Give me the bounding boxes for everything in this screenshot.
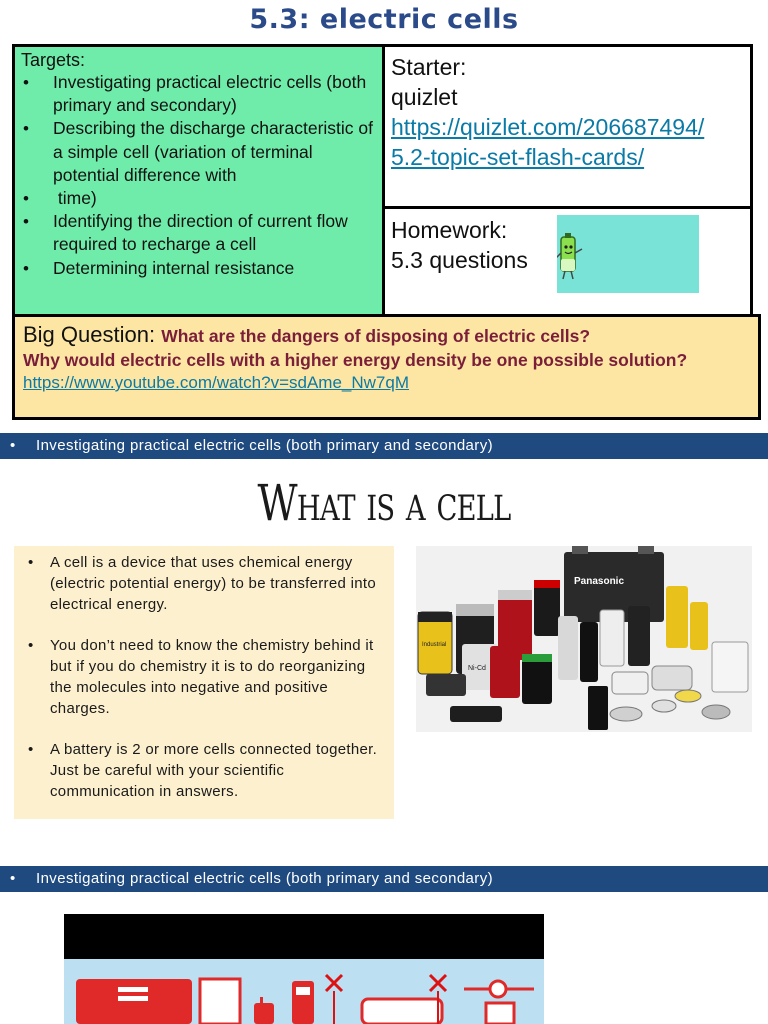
big-question-label: Big Question: bbox=[23, 322, 162, 347]
batteries-illustration bbox=[416, 546, 752, 732]
target-item: • Determining internal resistance bbox=[21, 257, 377, 280]
quizlet-link-line1[interactable]: https://quizlet.com/206687494/ bbox=[391, 114, 705, 140]
devices-illustration bbox=[64, 914, 544, 1024]
target-item: • time) bbox=[21, 187, 377, 210]
target-item: • Describing the discharge characteristic of a simple cell (variation of terminal potential difference with bbox=[21, 117, 377, 187]
cell-bullet: • You don’t need to know the chemistry behind it but if you do chemistry it is to do reorganizing the molecules into negative and positive charges. bbox=[28, 635, 380, 719]
battery-cartoon-image bbox=[557, 215, 699, 293]
starter-heading: Starter: bbox=[391, 54, 467, 80]
youtube-link[interactable]: https://www.youtube.com/watch?v=sdAme_Nw7qM bbox=[23, 373, 409, 392]
battery-character-icon bbox=[557, 215, 699, 293]
batteries-photo bbox=[416, 546, 752, 732]
targets-list bbox=[21, 71, 377, 280]
slide2-title: What is a cell bbox=[257, 474, 511, 532]
target-item: • Investigating practical electric cells (both primary and secondary) bbox=[21, 71, 377, 117]
banner-text: Investigating practical electric cells (both primary and secondary) bbox=[36, 437, 493, 454]
cell-bullet: • A battery is 2 or more cells connected together. Just be careful with your scientific communication in answers. bbox=[28, 739, 380, 802]
cell-definition-list bbox=[28, 552, 380, 802]
quizlet-link-line2[interactable]: 5.2-topic-set-flash-cards/ bbox=[391, 144, 645, 170]
banner-bullet: • bbox=[10, 437, 16, 454]
cell-bullet: • A cell is a device that uses chemical energy (electric potential energy) to be transferred into electrical energy. bbox=[28, 552, 380, 615]
banner-bullet: • bbox=[10, 870, 16, 887]
big-question-box bbox=[12, 314, 761, 420]
objective-banner-2 bbox=[0, 866, 768, 892]
homework-heading: Homework: bbox=[391, 217, 508, 243]
targets-heading: Targets: bbox=[21, 50, 86, 70]
banner-text: Investigating practical electric cells (both primary and secondary) bbox=[36, 870, 493, 887]
homework-text: 5.3 questions bbox=[391, 247, 528, 273]
photo-brand-label: Panasonic bbox=[574, 576, 625, 587]
illustration-header-bar bbox=[64, 914, 544, 959]
starter-box bbox=[382, 44, 753, 210]
targets-box bbox=[12, 44, 386, 318]
big-question-line bbox=[23, 322, 750, 348]
cell-definition-panel bbox=[14, 546, 394, 819]
starter-text: quizlet bbox=[391, 84, 458, 110]
photo-nicd-label: Ni-Cd bbox=[468, 665, 486, 672]
target-item: • Identifying the direction of current flow required to recharge a cell bbox=[21, 210, 377, 256]
photo-industrial-label: Industrial bbox=[422, 642, 447, 648]
slide-title: 5.3: electric cells bbox=[249, 4, 519, 35]
homework-box bbox=[382, 206, 753, 318]
objective-banner bbox=[0, 433, 768, 459]
big-question-1: What are the dangers of disposing of electric cells? bbox=[161, 326, 591, 346]
battery-devices-icons bbox=[64, 959, 544, 1024]
big-question-2: Why would electric cells with a higher energy density be one possible solution? bbox=[23, 350, 688, 370]
illustration-devices-panel bbox=[64, 959, 544, 1024]
quizlet-link[interactable] bbox=[391, 112, 744, 172]
